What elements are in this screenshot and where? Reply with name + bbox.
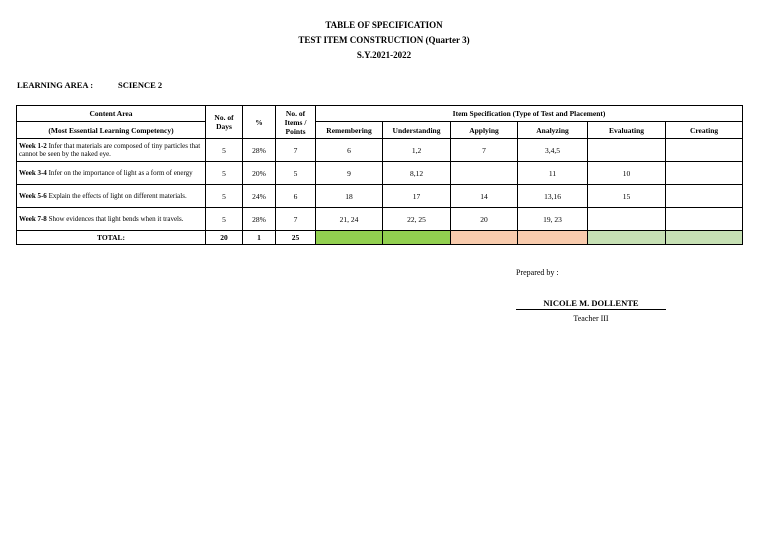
header-evaluating: Evaluating [588, 122, 666, 139]
total-label: TOTAL: [17, 231, 206, 245]
document-title: TABLE OF SPECIFICATION [325, 20, 443, 30]
creating-cell [666, 185, 743, 208]
header-remembering: Remembering [316, 122, 383, 139]
understanding-cell: 17 [383, 185, 451, 208]
items-cell: 7 [276, 139, 316, 162]
evaluating-cell [588, 208, 666, 231]
understanding-cell: 22, 25 [383, 208, 451, 231]
total-remembering-fill [316, 231, 383, 245]
school-year: S.Y.2021-2022 [356, 50, 412, 60]
header-applying: Applying [451, 122, 518, 139]
applying-cell: 14 [451, 185, 518, 208]
total-row [17, 231, 743, 245]
items-cell: 5 [276, 162, 316, 185]
analyzing-cell: 13,16 [518, 185, 588, 208]
header-percent: % [243, 106, 276, 139]
total-understanding-fill [383, 231, 451, 245]
prepared-by-label: Prepared by : [516, 268, 559, 277]
header-content-area: Content Area [17, 106, 206, 122]
total-items: 25 [276, 231, 316, 245]
total-evaluating-fill [588, 231, 666, 245]
competency-cell: Week 1-2 Infer that materials are composed of tiny particles that cannot be seen by the naked eye. [17, 139, 206, 162]
evaluating-cell: 15 [588, 185, 666, 208]
percent-cell: 24% [243, 185, 276, 208]
total-days: 20 [206, 231, 243, 245]
applying-cell: 7 [451, 139, 518, 162]
creating-cell [666, 139, 743, 162]
header-understanding: Understanding [383, 122, 451, 139]
learning-area-value: SCIENCE 2 [118, 80, 163, 90]
learning-area-label: LEARNING AREA : [17, 80, 94, 90]
remembering-cell: 21, 24 [316, 208, 383, 231]
applying-cell [451, 162, 518, 185]
header-items: No. of Items / Points [276, 106, 316, 139]
percent-cell: 20% [243, 162, 276, 185]
competency-cell: Week 3-4 Infer on the importance of light as a form of energy [17, 162, 206, 185]
competency-cell: Week 7-8 Show evidences that light bends when it travels. [17, 208, 206, 231]
analyzing-cell: 19, 23 [518, 208, 588, 231]
header-days: No. of Days [206, 106, 243, 139]
header-analyzing: Analyzing [518, 122, 588, 139]
total-applying-fill [451, 231, 518, 245]
days-cell: 5 [206, 162, 243, 185]
percent-cell: 28% [243, 139, 276, 162]
document-subtitle: TEST ITEM CONSTRUCTION (Quarter 3) [298, 35, 470, 45]
total-percent: 1 [243, 231, 276, 245]
days-cell: 5 [206, 139, 243, 162]
header-item-specification: Item Specification (Type of Test and Placement) [316, 106, 743, 122]
understanding-cell: 8,12 [383, 162, 451, 185]
signatory-position: Teacher III [573, 314, 609, 323]
days-cell: 5 [206, 208, 243, 231]
creating-cell [666, 162, 743, 185]
table-row [17, 185, 743, 208]
remembering-cell: 6 [316, 139, 383, 162]
creating-cell [666, 208, 743, 231]
learning-area [17, 80, 162, 90]
evaluating-cell [588, 139, 666, 162]
header-creating: Creating [666, 122, 743, 139]
specification-table [16, 105, 743, 245]
analyzing-cell: 3,4,5 [518, 139, 588, 162]
table-row [17, 162, 743, 185]
competency-cell: Week 5-6 Explain the effects of light on different materials. [17, 185, 206, 208]
table-row [17, 139, 743, 162]
days-cell: 5 [206, 185, 243, 208]
items-cell: 6 [276, 185, 316, 208]
understanding-cell: 1,2 [383, 139, 451, 162]
percent-cell: 28% [243, 208, 276, 231]
remembering-cell: 18 [316, 185, 383, 208]
signatory-name: NICOLE M. DOLLENTE [516, 298, 666, 310]
header-melc: (Most Essential Learning Competency) [17, 122, 206, 139]
items-cell: 7 [276, 208, 316, 231]
analyzing-cell: 11 [518, 162, 588, 185]
total-creating-fill [666, 231, 743, 245]
applying-cell: 20 [451, 208, 518, 231]
total-analyzing-fill [518, 231, 588, 245]
document-header [0, 18, 768, 63]
remembering-cell: 9 [316, 162, 383, 185]
table-row [17, 208, 743, 231]
evaluating-cell: 10 [588, 162, 666, 185]
